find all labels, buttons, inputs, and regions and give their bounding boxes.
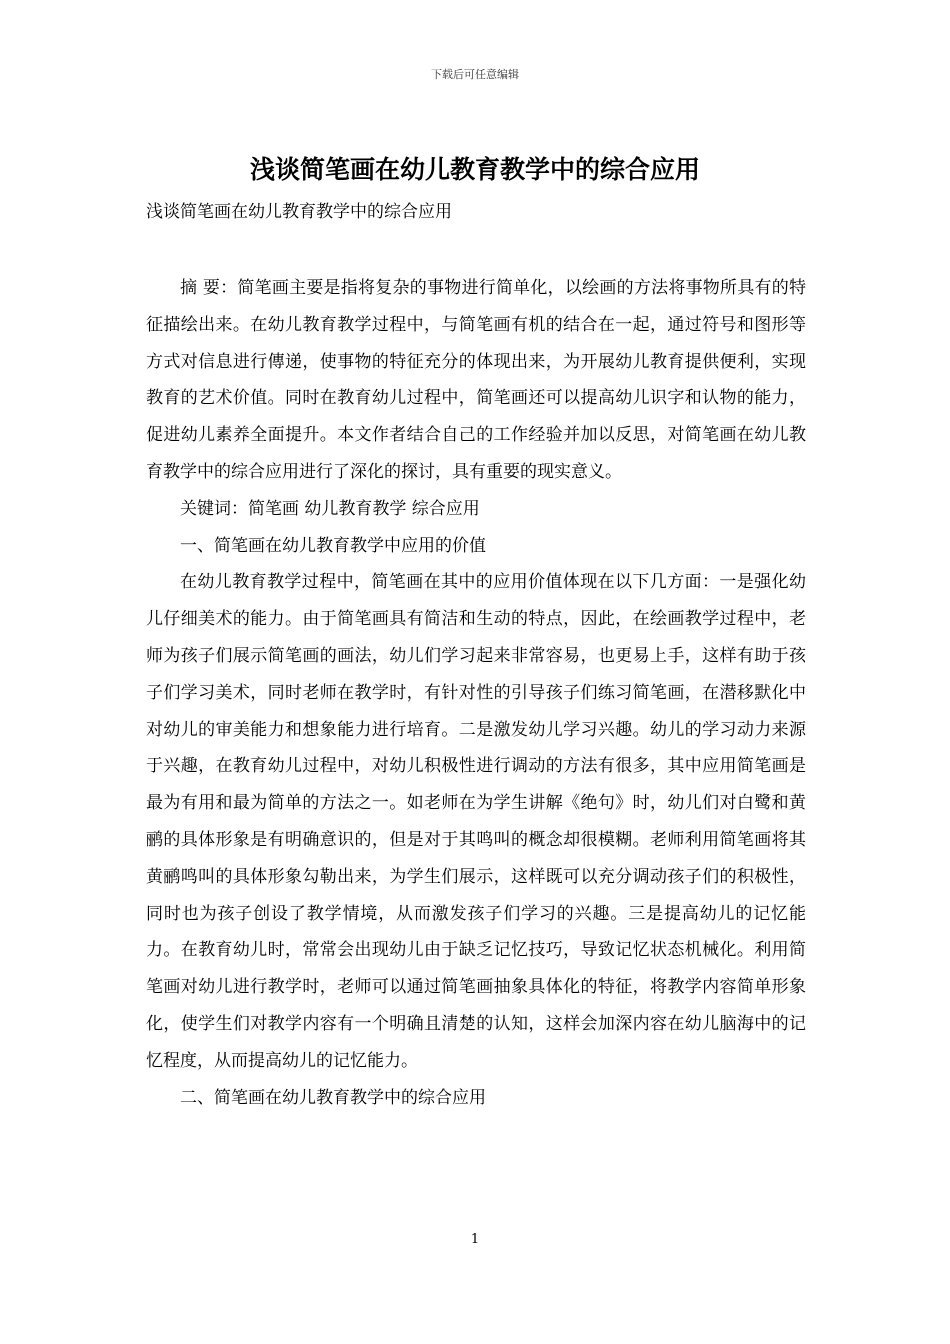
page-header-note: 下载后可任意编辑 [431, 68, 519, 81]
section-1-heading: 一、简笔画在幼儿教育教学中应用的价值 [180, 535, 486, 556]
abstract-paragraph: 摘 要：简笔画主要是指将复杂的事物进行简单化，以绘画的方法将事物所具有的特征描绘出来。在幼儿教育教学过程中，与简笔画有机的结合在一起，通过符号和图形等方式对信息进行傳递，使事物的特征充分的体现出来，为开展幼儿教育提供便利，实现教育的艺术价值。同时在教育幼儿过程中，简笔画还可以提高幼儿识字和认物的能力，促进幼儿素养全面提升。本文作者结合自己的工作经验并加以反思，对简笔画在幼儿教育教学中的综合应用进行了深化的探讨，具有重要的现实意义。 [146, 278, 806, 482]
keywords-line: 关键词：简笔画 幼儿教育教学 综合应用 [180, 498, 480, 519]
document-subtitle: 浅谈简笔画在幼儿教育教学中的综合应用 [146, 202, 452, 222]
document-body [146, 270, 806, 1116]
section-1-paragraph: 在幼儿教育教学过程中，简笔画在其中的应用价值体现在以下几方面：一是强化幼儿仔细美术的能力。由于简笔画具有简洁和生动的特点，因此，在绘画教学过程中，老师为孩子们展示简笔画的画法，幼儿们学习起来非常容易，也更易上手，这样有助于孩子们学习美术，同时老师在教学时，有针对性的引导孩子们练习简笔画，在潜移默化中对幼儿的审美能力和想象能力进行培育。二是激发幼儿学习兴趣。幼儿的学习动力来源于兴趣，在教育幼儿过程中，对幼儿积极性进行调动的方法有很多，其中应用简笔画是最为有用和最为简单的方法之一。如老师在为学生讲解《绝句》时，幼儿们对白鹭和黄鹂的具体形象是有明确意识的，但是对于其鸣叫的概念却很模糊。老师利用简笔画将其黄鹂鸣叫的具体形象勾勒出来，为学生们展示，这样既可以充分调动孩子们的积极性，同时也为孩子创设了教学情境，从而激发孩子们学习的兴趣。三是提高幼儿的记忆能力。在教育幼儿时，常常会出现幼儿由于缺乏记忆技巧，导致记忆状态机械化。利用简笔画对幼儿进行教学时，老师可以通过简笔画抽象具体化的特征，将教学内容简单形象化，使学生们对教学内容有一个明确且清楚的认知，这样会加深内容在幼儿脑海中的记忆程度，从而提高幼儿的记忆能力。 [146, 572, 806, 1071]
document-title: 浅谈简笔画在幼儿教育教学中的综合应用 [249, 155, 700, 184]
section-2-heading: 二、简笔画在幼儿教育教学中的综合应用 [180, 1087, 486, 1108]
page-number: 1 [470, 1232, 480, 1247]
